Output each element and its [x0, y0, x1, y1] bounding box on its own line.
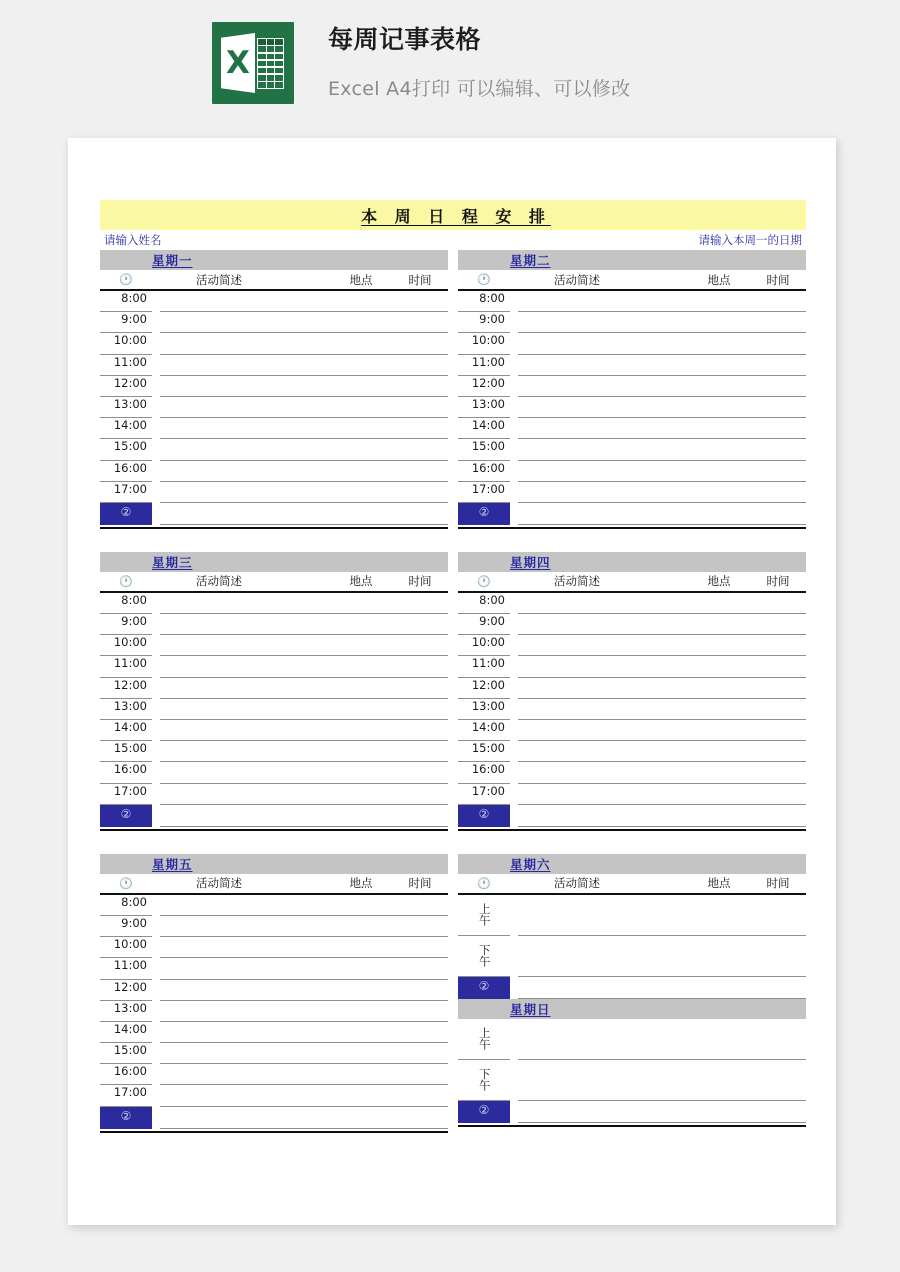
header-activity: 活动简述 [196, 876, 242, 891]
hour-label: 16:00 [100, 762, 152, 783]
hour-label: 13:00 [100, 1001, 152, 1022]
day-header-monday [100, 250, 448, 270]
header-location: 地点 [349, 272, 373, 287]
entry-lane[interactable] [152, 482, 448, 503]
day-header-saturday [458, 854, 806, 874]
entry-lane[interactable] [152, 656, 448, 677]
entry-lane[interactable] [510, 720, 806, 741]
table-row[interactable] [458, 635, 806, 656]
table-row[interactable] [458, 656, 806, 677]
day-label-saturday: 星期六 [510, 856, 551, 872]
time-rows-friday [100, 895, 448, 1133]
hour-label: 11:00 [100, 355, 152, 376]
hour-label: 17:00 [100, 482, 152, 503]
table-row[interactable] [100, 418, 448, 439]
time-rows-tuesday [458, 291, 806, 529]
header-location: 地点 [707, 876, 731, 891]
entry-lane[interactable] [510, 895, 806, 936]
entry-lane[interactable] [152, 312, 448, 333]
clock-badge-icon: ② [100, 805, 152, 827]
table-row-notes[interactable] [458, 805, 806, 827]
entry-lane[interactable] [152, 916, 448, 937]
entry-lane[interactable] [152, 397, 448, 418]
entry-lane[interactable] [152, 635, 448, 656]
header-location: 地点 [707, 272, 731, 287]
table-row-notes[interactable] [458, 1101, 806, 1123]
hour-label: 9:00 [100, 312, 152, 333]
column-header-monday [100, 270, 448, 291]
header-activity: 活动简述 [554, 574, 600, 589]
entry-lane[interactable] [152, 503, 448, 525]
table-row[interactable] [458, 936, 806, 977]
hour-label: 8:00 [100, 895, 152, 916]
entry-lane[interactable] [510, 656, 806, 677]
hour-label: 9:00 [458, 614, 510, 635]
header-time: 时间 [766, 876, 790, 891]
entry-lane[interactable] [510, 461, 806, 482]
entry-lane[interactable] [510, 333, 806, 354]
hour-label: 13:00 [458, 699, 510, 720]
table-row-notes[interactable] [100, 805, 448, 827]
entry-lane[interactable] [152, 461, 448, 482]
hour-label: 9:00 [100, 614, 152, 635]
hour-label: 10:00 [458, 635, 510, 656]
table-row[interactable] [100, 895, 448, 916]
hour-label: 11:00 [100, 958, 152, 979]
column-header-friday [100, 874, 448, 895]
column-header-saturday [458, 874, 806, 895]
entry-lane[interactable] [510, 312, 806, 333]
clock-badge-icon: ② [458, 977, 510, 999]
hour-label: 16:00 [458, 762, 510, 783]
hour-label: 15:00 [100, 439, 152, 460]
hour-label: 8:00 [458, 593, 510, 614]
column-header-tuesday [458, 270, 806, 291]
clock-icon: 🕐 [119, 876, 133, 890]
hour-label: 10:00 [100, 937, 152, 958]
hour-label: 12:00 [100, 980, 152, 1001]
hour-label: 8:00 [458, 291, 510, 312]
hour-label: 10:00 [458, 333, 510, 354]
document-sheet [68, 138, 836, 1225]
entry-lane[interactable] [152, 1064, 448, 1085]
hour-label: 15:00 [458, 741, 510, 762]
hour-label: 11:00 [458, 355, 510, 376]
hour-label: 13:00 [100, 397, 152, 418]
day-block-weekend [458, 854, 806, 1133]
day-label-tuesday: 星期二 [510, 253, 551, 268]
block-footer-rule [458, 525, 806, 529]
entry-lane[interactable] [152, 1043, 448, 1064]
header-location: 地点 [707, 574, 731, 589]
half-day-label: 下午 [477, 1068, 492, 1092]
entry-lane[interactable] [152, 937, 448, 958]
entry-lane[interactable] [152, 678, 448, 699]
hour-label: 12:00 [100, 678, 152, 699]
entry-lane[interactable] [152, 614, 448, 635]
half-day-cell [458, 936, 510, 977]
header-activity: 活动简述 [554, 876, 600, 891]
day-label-sunday: 星期日 [510, 1001, 551, 1017]
hour-label: 8:00 [100, 291, 152, 312]
table-row[interactable] [100, 635, 448, 656]
half-day-label: 下午 [477, 944, 492, 968]
table-row[interactable] [458, 461, 806, 482]
entry-lane[interactable] [152, 784, 448, 805]
header-time: 时间 [408, 272, 432, 287]
block-footer-rule [458, 827, 806, 831]
entry-lane[interactable] [510, 741, 806, 762]
clock-badge-icon: ② [458, 503, 510, 525]
day-label-wednesday: 星期三 [152, 554, 193, 570]
table-row[interactable] [100, 312, 448, 333]
header-activity: 活动简述 [196, 574, 242, 589]
entry-lane[interactable] [510, 936, 806, 977]
day-header-thursday [458, 552, 806, 572]
table-row[interactable] [100, 1022, 448, 1043]
table-row[interactable] [100, 397, 448, 418]
header-location: 地点 [349, 574, 373, 589]
column-header-wednesday [100, 572, 448, 593]
entry-lane[interactable] [510, 805, 806, 827]
table-row[interactable] [458, 784, 806, 805]
table-row-notes[interactable] [458, 977, 806, 999]
table-row[interactable] [100, 1064, 448, 1085]
table-row[interactable] [100, 461, 448, 482]
table-row[interactable] [100, 439, 448, 460]
hour-label: 9:00 [100, 916, 152, 937]
hour-label: 17:00 [100, 1085, 152, 1106]
entry-lane[interactable] [152, 741, 448, 762]
day-block-wednesday [100, 552, 448, 831]
clock-icon: 🕐 [477, 273, 491, 286]
time-rows-monday [100, 291, 448, 529]
hour-label: 17:00 [100, 784, 152, 805]
table-row[interactable] [100, 958, 448, 979]
entry-lane[interactable] [510, 376, 806, 397]
clock-icon: 🕐 [477, 876, 491, 890]
excel-x-letter: X [226, 45, 250, 81]
entry-lane[interactable] [510, 784, 806, 805]
hour-label: 16:00 [100, 461, 152, 482]
schedule-title: 本 周 日 程 安 排 [361, 206, 551, 226]
table-row[interactable] [100, 482, 448, 503]
day-header-wednesday [100, 552, 448, 572]
hour-label: 12:00 [458, 376, 510, 397]
entry-lane[interactable] [152, 895, 448, 916]
entry-lane[interactable] [510, 1019, 806, 1060]
block-footer-rule [100, 525, 448, 529]
entry-lane[interactable] [510, 762, 806, 783]
table-row[interactable] [458, 720, 806, 741]
table-row[interactable] [458, 1060, 806, 1101]
entry-lane[interactable] [510, 614, 806, 635]
half-day-cell [458, 1019, 510, 1060]
hour-label: 11:00 [458, 656, 510, 677]
entry-lane[interactable] [152, 762, 448, 783]
hour-label: 14:00 [458, 720, 510, 741]
table-row-notes[interactable] [458, 503, 806, 525]
table-row[interactable] [458, 482, 806, 503]
half-day-label: 上午 [477, 903, 492, 927]
clock-badge-icon: ② [100, 503, 152, 525]
table-row[interactable] [458, 699, 806, 720]
entry-lane[interactable] [510, 355, 806, 376]
entry-lane[interactable] [510, 699, 806, 720]
hour-label: 10:00 [100, 333, 152, 354]
table-row[interactable] [458, 614, 806, 635]
time-rows-wednesday [100, 593, 448, 831]
entry-lane[interactable] [510, 593, 806, 614]
table-row-notes[interactable] [100, 1107, 448, 1129]
entry-lane[interactable] [510, 1101, 806, 1123]
hour-label: 9:00 [458, 312, 510, 333]
week-row-3 [100, 854, 806, 1133]
header-location: 地点 [349, 876, 373, 891]
clock-icon: 🕐 [119, 574, 133, 588]
entry-lane[interactable] [152, 593, 448, 614]
table-row[interactable] [100, 333, 448, 354]
hour-label: 13:00 [100, 699, 152, 720]
table-row[interactable] [458, 895, 806, 936]
hour-label: 14:00 [458, 418, 510, 439]
header-time: 时间 [766, 272, 790, 287]
block-footer-rule [100, 1129, 448, 1133]
table-row[interactable] [458, 312, 806, 333]
header-activity: 活动简述 [554, 272, 600, 287]
hour-label: 15:00 [100, 741, 152, 762]
entry-lane[interactable] [152, 805, 448, 827]
hour-label: 15:00 [100, 1043, 152, 1064]
half-day-cell [458, 895, 510, 936]
table-row[interactable] [458, 762, 806, 783]
entry-lane[interactable] [152, 418, 448, 439]
table-row[interactable] [100, 916, 448, 937]
excel-grid-shape [257, 38, 284, 89]
table-row[interactable] [458, 593, 806, 614]
day-block-monday [100, 250, 448, 529]
table-row[interactable] [100, 699, 448, 720]
hour-label: 14:00 [100, 418, 152, 439]
schedule-document [100, 200, 806, 1133]
entry-lane[interactable] [152, 1107, 448, 1129]
entry-lane[interactable] [152, 958, 448, 979]
entry-lane[interactable] [510, 678, 806, 699]
hour-label: 14:00 [100, 720, 152, 741]
entry-lane[interactable] [152, 333, 448, 354]
table-row[interactable] [100, 1085, 448, 1106]
day-label-friday: 星期五 [152, 856, 193, 872]
entry-lane[interactable] [510, 291, 806, 312]
page-banner [0, 0, 900, 132]
page-title: 每周记事表格 [328, 25, 482, 54]
clock-icon: 🕐 [477, 574, 491, 588]
entry-lane[interactable] [510, 1060, 806, 1101]
entry-lane[interactable] [152, 699, 448, 720]
table-row[interactable] [100, 593, 448, 614]
table-row[interactable] [100, 1001, 448, 1022]
clock-badge-icon: ② [458, 805, 510, 827]
entry-lane[interactable] [510, 397, 806, 418]
entry-lane[interactable] [152, 980, 448, 1001]
clock-icon: 🕐 [119, 273, 133, 286]
column-header-thursday [458, 572, 806, 593]
table-row[interactable] [100, 741, 448, 762]
hour-label: 12:00 [458, 678, 510, 699]
table-row[interactable] [100, 291, 448, 312]
time-rows-sunday [458, 1019, 806, 1127]
table-row[interactable] [458, 376, 806, 397]
page-subtitle: Excel A4打印 可以编辑、可以修改 [328, 77, 631, 100]
hour-label: 13:00 [458, 397, 510, 418]
table-row[interactable] [100, 1043, 448, 1064]
header-time: 时间 [766, 574, 790, 589]
table-row[interactable] [100, 720, 448, 741]
day-header-sunday [458, 999, 806, 1019]
table-row[interactable] [100, 656, 448, 677]
table-row[interactable] [458, 741, 806, 762]
hour-label: 12:00 [100, 376, 152, 397]
table-row[interactable] [458, 1019, 806, 1060]
hour-label: 14:00 [100, 1022, 152, 1043]
entry-lane[interactable] [152, 291, 448, 312]
time-rows-saturday [458, 895, 806, 999]
block-footer-rule [100, 827, 448, 831]
date-input-placeholder[interactable]: 请输入本周一的日期 [698, 233, 802, 247]
entry-lane[interactable] [152, 355, 448, 376]
day-header-tuesday [458, 250, 806, 270]
entry-lane[interactable] [510, 635, 806, 656]
entry-lane[interactable] [510, 418, 806, 439]
table-row[interactable] [100, 980, 448, 1001]
hour-label: 15:00 [458, 439, 510, 460]
table-row[interactable] [458, 418, 806, 439]
table-row[interactable] [458, 291, 806, 312]
name-input-placeholder[interactable]: 请输入姓名 [104, 233, 162, 247]
entry-lane[interactable] [152, 439, 448, 460]
hour-label: 17:00 [458, 482, 510, 503]
header-time: 时间 [408, 876, 432, 891]
table-row[interactable] [100, 678, 448, 699]
hour-label: 16:00 [100, 1064, 152, 1085]
entry-lane[interactable] [152, 1022, 448, 1043]
clock-badge-icon: ② [100, 1107, 152, 1129]
time-rows-thursday [458, 593, 806, 831]
schedule-title-band [100, 200, 806, 230]
hour-label: 16:00 [458, 461, 510, 482]
table-row[interactable] [100, 355, 448, 376]
hour-label: 17:00 [458, 784, 510, 805]
week-row-2 [100, 552, 806, 831]
day-block-friday [100, 854, 448, 1133]
half-day-label: 上午 [477, 1027, 492, 1051]
day-header-friday [100, 854, 448, 874]
table-row[interactable] [100, 376, 448, 397]
table-row-notes[interactable] [100, 503, 448, 525]
meta-row [100, 230, 806, 250]
table-row[interactable] [100, 937, 448, 958]
hour-label: 8:00 [100, 593, 152, 614]
entry-lane[interactable] [152, 720, 448, 741]
entry-lane[interactable] [510, 439, 806, 460]
table-row[interactable] [458, 678, 806, 699]
half-day-cell [458, 1060, 510, 1101]
entry-lane[interactable] [152, 376, 448, 397]
entry-lane[interactable] [510, 503, 806, 525]
entry-lane[interactable] [152, 1085, 448, 1106]
excel-file-icon [212, 22, 294, 104]
day-label-thursday: 星期四 [510, 554, 551, 570]
hour-label: 11:00 [100, 656, 152, 677]
table-row[interactable] [458, 439, 806, 460]
table-row[interactable] [100, 784, 448, 805]
block-footer-rule [458, 1123, 806, 1127]
header-activity: 活动简述 [196, 272, 242, 287]
table-row[interactable] [458, 333, 806, 354]
table-row[interactable] [100, 614, 448, 635]
entry-lane[interactable] [510, 482, 806, 503]
week-row-1 [100, 250, 806, 529]
table-row[interactable] [100, 762, 448, 783]
table-row[interactable] [458, 397, 806, 418]
table-row[interactable] [458, 355, 806, 376]
entry-lane[interactable] [152, 1001, 448, 1022]
entry-lane[interactable] [510, 977, 806, 999]
hour-label: 10:00 [100, 635, 152, 656]
day-block-tuesday [458, 250, 806, 529]
day-label-monday: 星期一 [152, 253, 193, 268]
header-time: 时间 [408, 574, 432, 589]
clock-badge-icon: ② [458, 1101, 510, 1123]
day-block-thursday [458, 552, 806, 831]
